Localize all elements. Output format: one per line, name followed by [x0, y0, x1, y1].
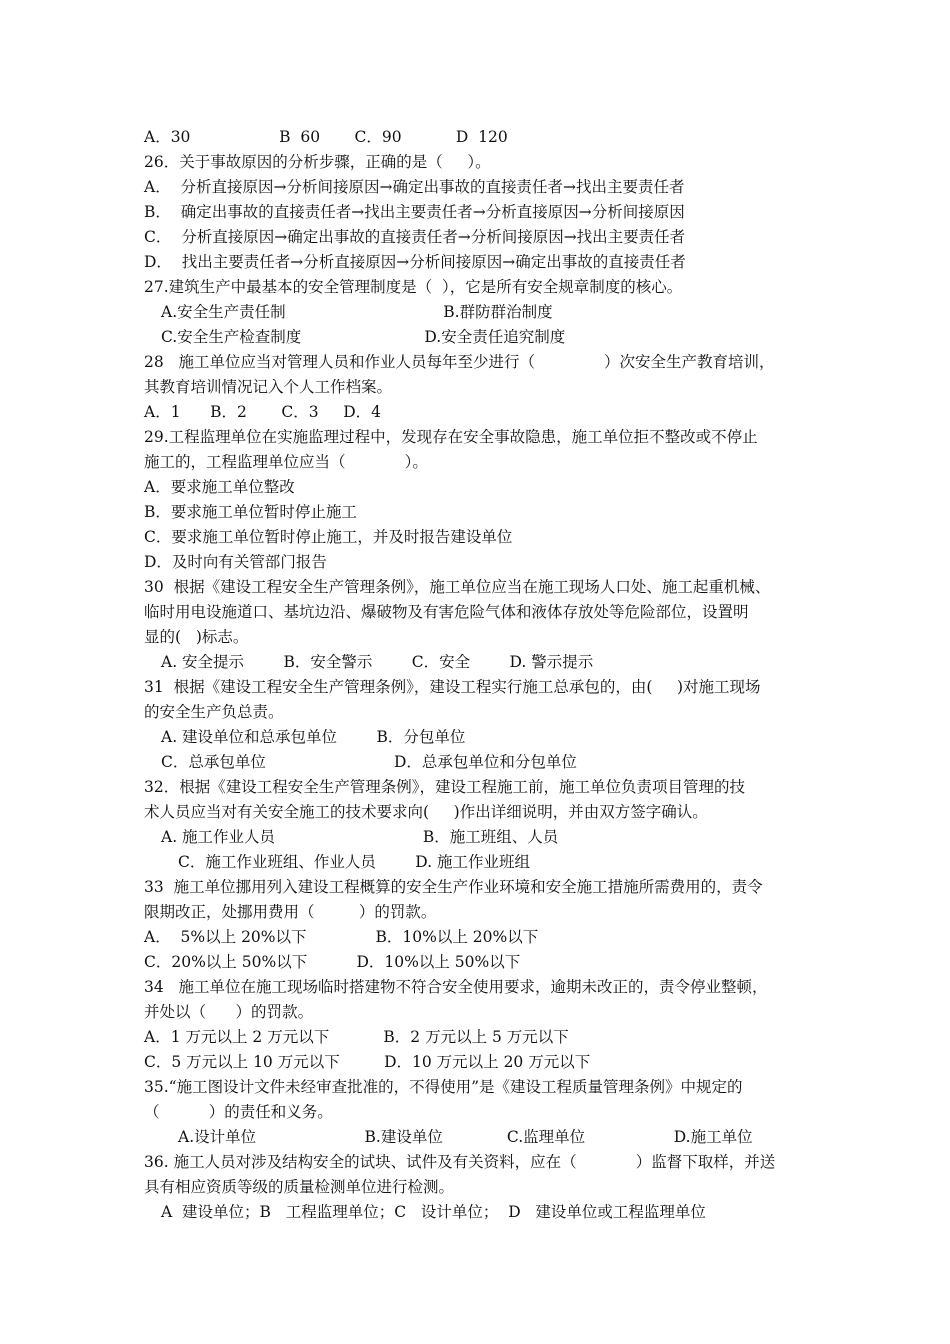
q36-options: A 建设单位；B 工程监理单位；C 设计单位； D 建设单位或工程监理单位	[161, 1203, 706, 1221]
q34-options-ab: A．1 万元以上 2 万元以下 B．2 万元以上 5 万元以下	[144, 1028, 569, 1046]
q29-option-d: D．及时向有关管部门报告	[144, 553, 327, 571]
q29-stem: 29.工程监理单位在实施监理过程中，发现存在安全事故隐患，施工单位拒不整改或不停止	[144, 428, 758, 446]
q33-stem-continued: 限期改正，处挪用费用（ ）的罚款。	[144, 903, 437, 921]
q25-options: A．30 B 60 C．90 D 120	[144, 128, 508, 146]
q29-option-a: A．要求施工单位整改	[144, 478, 295, 496]
q28-options: A．1 B．2 C．3 D．4	[144, 403, 382, 421]
q27-options-ab: A.安全生产责任制 B.群防群治制度	[161, 303, 553, 321]
q30-options: A. 安全提示 B．安全警示 C．安全 D. 警示提示	[161, 653, 594, 671]
q26-option-d: D． 找出主要责任者→分析直接原因→分析间接原因→确定出事故的直接责任者	[144, 253, 686, 271]
q30-stem-continued: 临时用电设施道口、基坑边沿、爆破物及有害危险气体和液体存放处等危险部位，设置明	[144, 603, 749, 621]
q35-stem: 35.“施工图设计文件未经审查批准的，不得使用”是《建设工程质量管理条例》中规定的	[144, 1078, 743, 1096]
q27-options-cd: C.安全生产检查制度 D.安全责任追究制度	[161, 328, 566, 346]
q36-stem: 36. 施工人员对涉及结构安全的试块、试件及有关资料，应在（ ）监督下取样，并送	[144, 1153, 776, 1171]
q32-options-ab: A. 施工作业人员 B．施工班组、人员	[161, 828, 559, 846]
q33-stem: 33 施工单位挪用列入建设工程概算的安全生产作业环境和安全施工措施所需费用的，责令	[144, 878, 763, 896]
q29-stem-continued: 施工的，工程监理单位应当（ ）。	[144, 453, 428, 471]
q27-stem: 27.建筑生产中最基本的安全管理制度是（ ），它是所有安全规章制度的核心。	[144, 278, 683, 296]
q28-stem-continued: 其教育培训情况记入个人工作档案。	[144, 378, 393, 396]
q34-stem: 34 施工单位在施工现场临时搭建物不符合安全使用要求，逾期未改正的，责令停业整顿，	[144, 978, 768, 996]
q33-options-cd: C．20%以上 50%以下 D．10%以上 50%以下	[144, 953, 521, 971]
q26-stem: 26．关于事故原因的分析步骤，正确的是（ ）。	[144, 153, 491, 171]
q35-stem-continued: （ ）的责任和义务。	[144, 1103, 333, 1121]
q30-stem: 30 根据《建设工程安全生产管理条例》，施工单位应当在施工现场人口处、施工起重机械、	[144, 578, 771, 596]
q32-options-cd: C．施工作业班组、作业人员 D. 施工作业班组	[178, 853, 531, 871]
q28-stem: 28 施工单位应当对管理人员和作业人员每年至少进行（ ）次安全生产教育培训，	[144, 353, 775, 371]
q34-stem-continued: 并处以（ ）的罚款。	[144, 1003, 314, 1021]
q35-options: A.设计单位 B.建设单位 C.监理单位 D.施工单位	[178, 1128, 753, 1146]
q29-option-b: B．要求施工单位暂时停止施工	[144, 503, 357, 521]
q31-stem: 31 根据《建设工程安全生产管理条例》，建设工程实行施工总承包的，由( )对施工现场	[144, 678, 761, 696]
q26-option-a: A． 分析直接原因→分析间接原因→确定出事故的直接责任者→找出主要责任者	[144, 178, 685, 196]
q36-stem-continued: 具有相应资质等级的质量检测单位进行检测。	[144, 1178, 455, 1196]
q31-options-cd: C．总承包单位 D．总承包单位和分包单位	[161, 753, 577, 771]
q26-option-c: C． 分析直接原因→确定出事故的直接责任者→分析间接原因→找出主要责任者	[144, 228, 686, 246]
q33-options-ab: A． 5%以上 20%以下 B．10%以上 20%以下	[144, 928, 539, 946]
q31-stem-continued: 的安全生产负总责。	[144, 703, 284, 721]
q34-options-cd: C．5 万元以上 10 万元以下 D．10 万元以上 20 万元以下	[144, 1053, 591, 1071]
q29-option-c: C．要求施工单位暂时停止施工，并及时报告建设单位	[144, 528, 513, 546]
q30-stem-end: 显的( )标志。	[144, 628, 249, 646]
q31-options-ab: A. 建设单位和总承包单位 B．分包单位	[161, 728, 466, 746]
q26-option-b: B． 确定出事故的直接责任者→找出主要责任者→分析直接原因→分析间接原因	[144, 203, 685, 221]
q32-stem: 32．根据《建设工程安全生产管理条例》，建设工程施工前，施工单位负责项目管理的技	[144, 778, 745, 796]
q32-stem-continued: 术人员应当对有关安全施工的技术要求向( )作出详细说明，并由双方签字确认。	[144, 803, 708, 821]
